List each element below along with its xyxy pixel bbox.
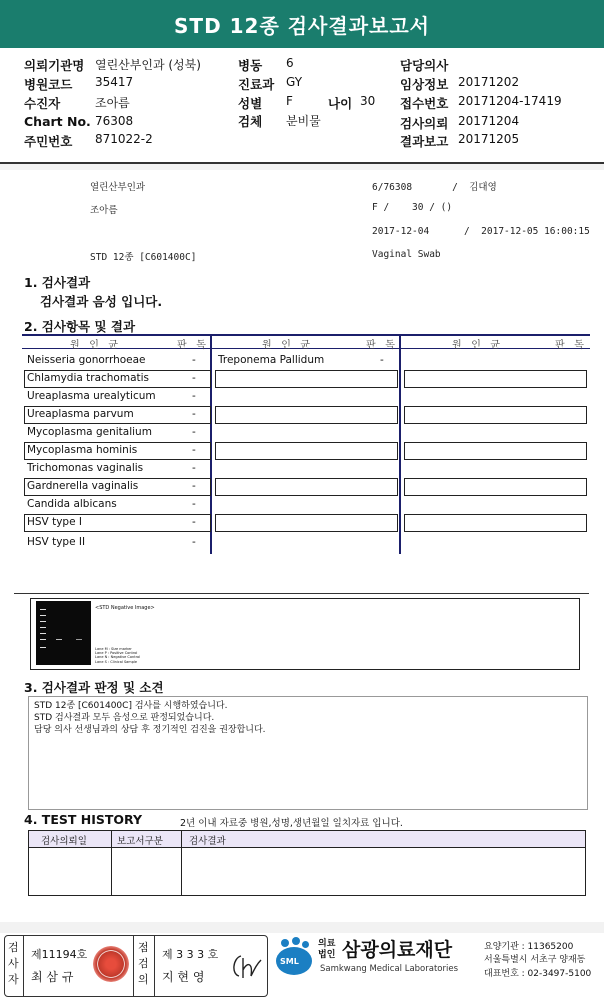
history-col-result: 검사결과: [189, 836, 226, 847]
receipt-value: 20171204-17419: [458, 94, 562, 108]
pathogen-name: Neisseria gonorrhoeae: [27, 354, 146, 366]
history-table: [28, 830, 586, 896]
footer: [0, 933, 604, 1000]
history-col-type: 보고서구분: [117, 836, 163, 847]
id-label: 주민번호: [24, 134, 73, 149]
tester-number: 제11194호: [31, 948, 88, 961]
doctor-label: 담당의사: [400, 58, 449, 73]
pathogen-name: Mycoplasma genitalium: [27, 426, 152, 438]
pathogen-name: Treponema Pallidum: [218, 354, 325, 366]
specimen-label: 검체: [238, 114, 263, 129]
report-title: STD 12종 검사결과보고서: [0, 0, 604, 48]
pathogen-result: -: [192, 444, 196, 456]
signature-icon: [227, 948, 263, 984]
age-value: 30: [360, 94, 376, 108]
summary-patient: 조아름: [90, 205, 118, 216]
pathogen-result: -: [192, 390, 196, 402]
empty-row-box: [404, 442, 587, 460]
gel-electrophoresis-image: [36, 601, 91, 665]
summary-hospital: 열린산부인과: [90, 182, 146, 193]
pathogen-result: -: [192, 498, 196, 510]
care-number: 요양기관 : 11365200: [484, 942, 574, 952]
history-header-row: [29, 831, 585, 848]
opinion-line: 담당 의사 선생님과의 상담 후 정기적인 검진을 권장합니다.: [34, 725, 266, 735]
sex-value: F: [286, 94, 293, 108]
org-name: 삼광의료재단: [342, 939, 453, 961]
checker-label: 점검의: [138, 941, 149, 986]
clinical-label: 임상정보: [400, 77, 449, 92]
patient-info-block: [0, 48, 604, 164]
pathogen-result: -: [192, 354, 196, 366]
gel-legend-item: Lane P : Positive Control: [95, 651, 138, 656]
col1-pathogen-header: 원 인 균: [70, 340, 119, 351]
gel-legend: [95, 647, 140, 664]
empty-row-box: [215, 370, 398, 388]
opinion-line: STD 12종 [C601400C] 검사를 시행하였습니다.: [34, 701, 228, 711]
empty-row-box: [404, 370, 587, 388]
receipt-label: 접수번호: [400, 96, 449, 111]
pathogen-result: -: [192, 408, 196, 420]
empty-row-box: [404, 406, 587, 424]
code-value: 35417: [95, 75, 134, 89]
pathogen-result: -: [192, 536, 196, 548]
pathogen-result: -: [192, 516, 196, 528]
ward-value: 6: [286, 56, 294, 70]
col3-judge-header: 판 독: [555, 340, 584, 351]
empty-row-box: [215, 514, 398, 532]
history-note: 2년 이내 자료중 병원,성명,생년월일 일치자료 입니다.: [180, 818, 403, 829]
code-label: 병원코드: [24, 77, 73, 92]
empty-row-box: [215, 442, 398, 460]
table-col-divider-2: [399, 334, 401, 554]
section3-title: 3. 검사결과 판정 및 소견: [24, 680, 164, 695]
pathogen-name: Ureaplasma parvum: [27, 408, 134, 420]
pathogen-result: -: [380, 354, 384, 366]
age-label: 나이: [328, 96, 353, 111]
gel-image-frame: [30, 598, 580, 670]
tester-label: 검사자: [8, 941, 19, 986]
seal-stamp-icon: [93, 946, 129, 982]
history-col-request: 검사의뢰일: [41, 836, 87, 847]
ward-label: 병동: [238, 58, 263, 73]
report-label: 결과보고: [400, 134, 449, 149]
clinical-value: 20171202: [458, 75, 520, 89]
col2-judge-header: 판 독: [366, 340, 395, 351]
gel-legend-item: Lane M : Size marker: [95, 647, 132, 651]
sex-label: 성별: [238, 96, 263, 111]
dept-label: 진료과: [238, 77, 275, 92]
org-english-name: Samkwang Medical Laboratories: [320, 964, 459, 974]
pathogen-result: -: [192, 480, 196, 492]
patient-label: 수진자: [24, 96, 61, 111]
pathogen-name: Candida albicans: [27, 498, 117, 510]
gel-top-rule: [14, 593, 589, 594]
pathogen-name: Chlamydia trachomatis: [27, 372, 150, 384]
section2-title: 2. 검사항목 및 결과: [24, 319, 136, 334]
opinion-text: [34, 700, 266, 736]
pathogen-result: -: [192, 462, 196, 474]
summary-chart-doctor: 6/76308 / 김대영: [372, 182, 497, 193]
summary-test: STD 12종 [C601400C]: [90, 252, 197, 263]
section1-text: 검사결과 음성 입니다.: [40, 294, 163, 309]
empty-row-box: [404, 514, 587, 532]
request-value: 20171204: [458, 114, 520, 128]
summary-specimen: Vaginal Swab: [372, 249, 441, 260]
summary-date-report: / 2017-12-05 16:00:15: [464, 226, 590, 237]
col1-judge-header: 판 독: [177, 340, 206, 351]
hospital-label: 의뢰기관명: [24, 58, 85, 73]
summary-date-request: 2017-12-04: [372, 226, 430, 237]
chart-value: 76308: [95, 114, 134, 128]
gel-caption: <STD Negative Image>: [95, 605, 155, 611]
pathogen-name: Ureaplasma urealyticum: [27, 390, 156, 402]
empty-row-box: [215, 406, 398, 424]
patient-value: 조아름: [95, 96, 130, 110]
checker-number: 제 3 3 3 호: [162, 948, 219, 961]
address: 서울특별시 서초구 양재동: [484, 955, 586, 965]
opinion-box: [28, 696, 588, 810]
empty-row-box: [404, 478, 587, 496]
gel-legend-item: Lane N : Negative Control: [95, 655, 141, 660]
chart-label: Chart No.: [24, 114, 91, 129]
checker-name: 지 현 영: [162, 970, 205, 984]
specimen-value: 분비물: [286, 114, 321, 128]
col2-pathogen-header: 원 인 균: [262, 340, 311, 351]
request-label: 검사의뢰: [400, 116, 449, 131]
report-value: 20171205: [458, 132, 520, 146]
pathogen-result: -: [192, 426, 196, 438]
col3-pathogen-header: 원 인 균: [452, 340, 501, 351]
sml-logo-icon: [272, 937, 312, 977]
pathogen-name: HSV type I: [27, 516, 82, 528]
pathogen-result: -: [192, 372, 196, 384]
dept-value: GY: [286, 75, 303, 89]
section4-title: 4. TEST HISTORY: [24, 812, 143, 827]
pathogen-name: Gardnerella vaginalis: [27, 480, 139, 492]
pathogen-name: HSV type II: [27, 536, 86, 548]
id-value: 871022-2: [95, 132, 153, 146]
pathogen-name: Mycoplasma hominis: [27, 444, 138, 456]
hospital-value: 열린산부인과 (성북): [95, 58, 201, 72]
report-sheet: [0, 170, 604, 922]
org-prefix: 의료법인: [318, 939, 336, 960]
empty-row-box: [215, 478, 398, 496]
phone: 대표번호 : 02-3497-5100: [484, 969, 592, 979]
gel-legend-item: Lane S : Clinical Sample: [95, 659, 138, 664]
tester-name: 최 삼 규: [31, 970, 74, 984]
signature-box: [4, 935, 268, 997]
pathogen-name: Trichomonas vaginalis: [27, 462, 144, 474]
summary-sex-age: F / 30 / (): [372, 202, 453, 213]
opinion-line: STD 검사결과 모두 음성으로 판정되었습니다.: [34, 713, 215, 723]
logo-text: SML: [280, 957, 299, 966]
section1-title: 1. 검사결과: [24, 275, 91, 290]
